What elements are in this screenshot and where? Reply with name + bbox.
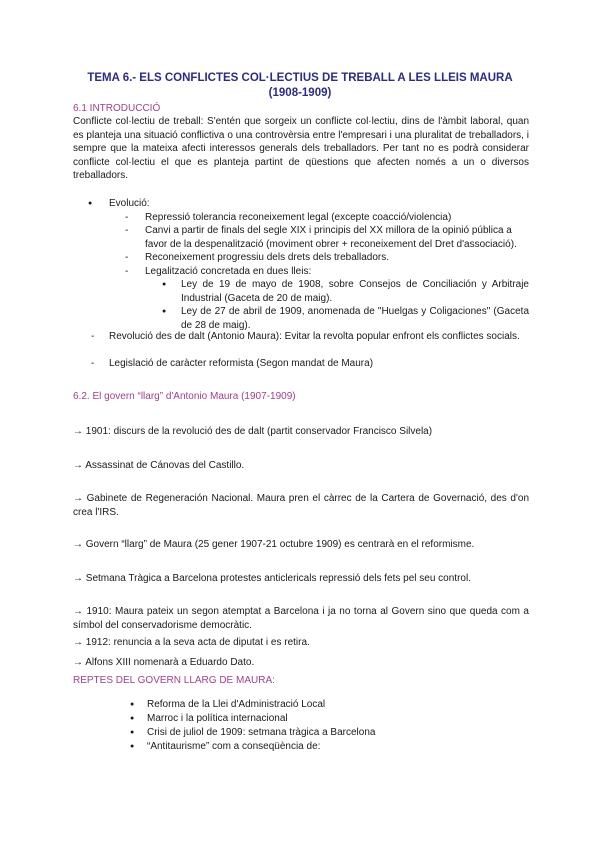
list-item: ● Reforma de la Llei d'Administració Local [130,699,326,710]
dash-marker: - [125,266,129,277]
bullet-marker: ● [130,715,135,722]
dash-marker: - [125,212,129,223]
list-item: ● “Antitaurisme” com a conseqüència de: [130,741,321,752]
intro-paragraph: Conflicte col·lectiu de treball: S'entén que sorgeix un conflicte col·lectiu, dins de l'àmbit laboral, quan es planteja una situació conflictiva o una controvèrsia entre l'empresari i una pluralitat de treballadors, i sempre que la mateixa afecti interessos generals dels treballadors. Per tant no es podrà considerar conflicte col·lectiu el que es planteja partint de qüestions que afecten només a un o diversos treballadors. [73,116,529,181]
list-item: - Repressió tolerancia reconeixement legal (excepte coacció/violencia) [125,212,452,223]
list-item: ● Crisi de juliol de 1909: setmana tràgica a Barcelona [130,727,376,738]
list-item: - Canvi a partir de finals del segle XIX i principis del XX millora de la opinió pública a favor de la despenalització (moviment obrer + reconeixement del Dret d'associació). [125,225,517,250]
bullet-marker: ● [162,281,167,288]
dash-marker: - [125,225,129,236]
title-line-2: (1908-1909) [268,87,332,99]
arrow-icon: → [73,426,83,437]
arrow-icon: → [73,493,83,504]
section-3-heading: REPTES DEL GOVERN LLARG DE MAURA: [73,675,275,686]
list-item: - Legislació de caràcter reformista (Segon mandat de Maura) [91,358,374,369]
section-1-heading: 6.1 INTRODUCCIÓ [73,103,161,114]
bullet-marker: ● [162,308,167,315]
event-item: → 1912: renuncia a la seva acta de diputat i es retira. [73,637,310,648]
bullet-marker: ● [130,743,135,750]
list-item: ● Ley de 27 de abril de 1909, anomenada de "Huelgas y Coligaciones" (Gaceta de 28 de maig). [162,306,529,331]
list-item: - Revolució des de dalt (Antonio Maura): Evitar la revolta popular enfront els conflictes socials. [91,331,520,342]
list-item: ● Marroc i la política internacional [130,713,288,724]
event-item: → Setmana Tràgica a Barcelona protestes anticlericals repressió dels fets pel seu control. [73,573,471,584]
event-item: → Govern “llarg” de Maura (25 gener 1907-21 octubre 1909) es centrarà en el reformisme. [73,539,475,550]
bullet-marker: ● [88,200,93,207]
bullet-marker: ● [130,729,135,736]
bullet-marker: ● [130,701,135,708]
event-item: → Alfons XIII nomenarà a Eduardo Dato. [73,657,255,668]
evolucio-bullet [88,197,528,211]
section-2-heading: 6.2. El govern “llarg” d'Antonio Maura (1907-1909) [73,391,296,402]
arrow-icon: → [73,606,83,617]
list-item: - Reconeixement progressiu dels drets dels treballadors. [125,252,390,263]
page-title [60,71,540,101]
arrow-icon: → [73,657,83,668]
arrow-icon: → [73,573,83,584]
arrow-icon: → [73,637,83,648]
event-item: → Assassinat de Cánovas del Castillo. [73,460,245,471]
list-item: ● Ley de 19 de mayo de 1908, sobre Consejos de Conciliación y Arbitraje Industrial (Gaceta de 20 de maig). [162,279,529,304]
event-item: → 1910: Maura pateix un segon atemptat a Barcelona i ja no torna al Govern sino que queda com a símbol del conservadorisme democràtic. [73,606,529,631]
event-item: → Gabinete de Regeneración Nacional. Maura pren el càrrec de la Cartera de Governació, des d'on crea l'IRS. [73,493,530,518]
title-line-1: TEMA 6.- ELS CONFLICTES COL·LECTIUS DE TREBALL A LES LLEIS MAURA [87,72,513,84]
list-item: - Legalització concretada en dues lleis: [125,266,312,277]
dash-marker: - [91,358,95,369]
dash-marker: - [125,252,129,263]
event-item: → 1901: discurs de la revolució des de dalt (partit conservador Francisco Silvela) [73,426,433,437]
dash-marker: - [91,331,95,342]
arrow-icon: → [73,539,83,550]
evolucio-label: Evolució: [109,198,150,209]
arrow-icon: → [73,460,83,471]
